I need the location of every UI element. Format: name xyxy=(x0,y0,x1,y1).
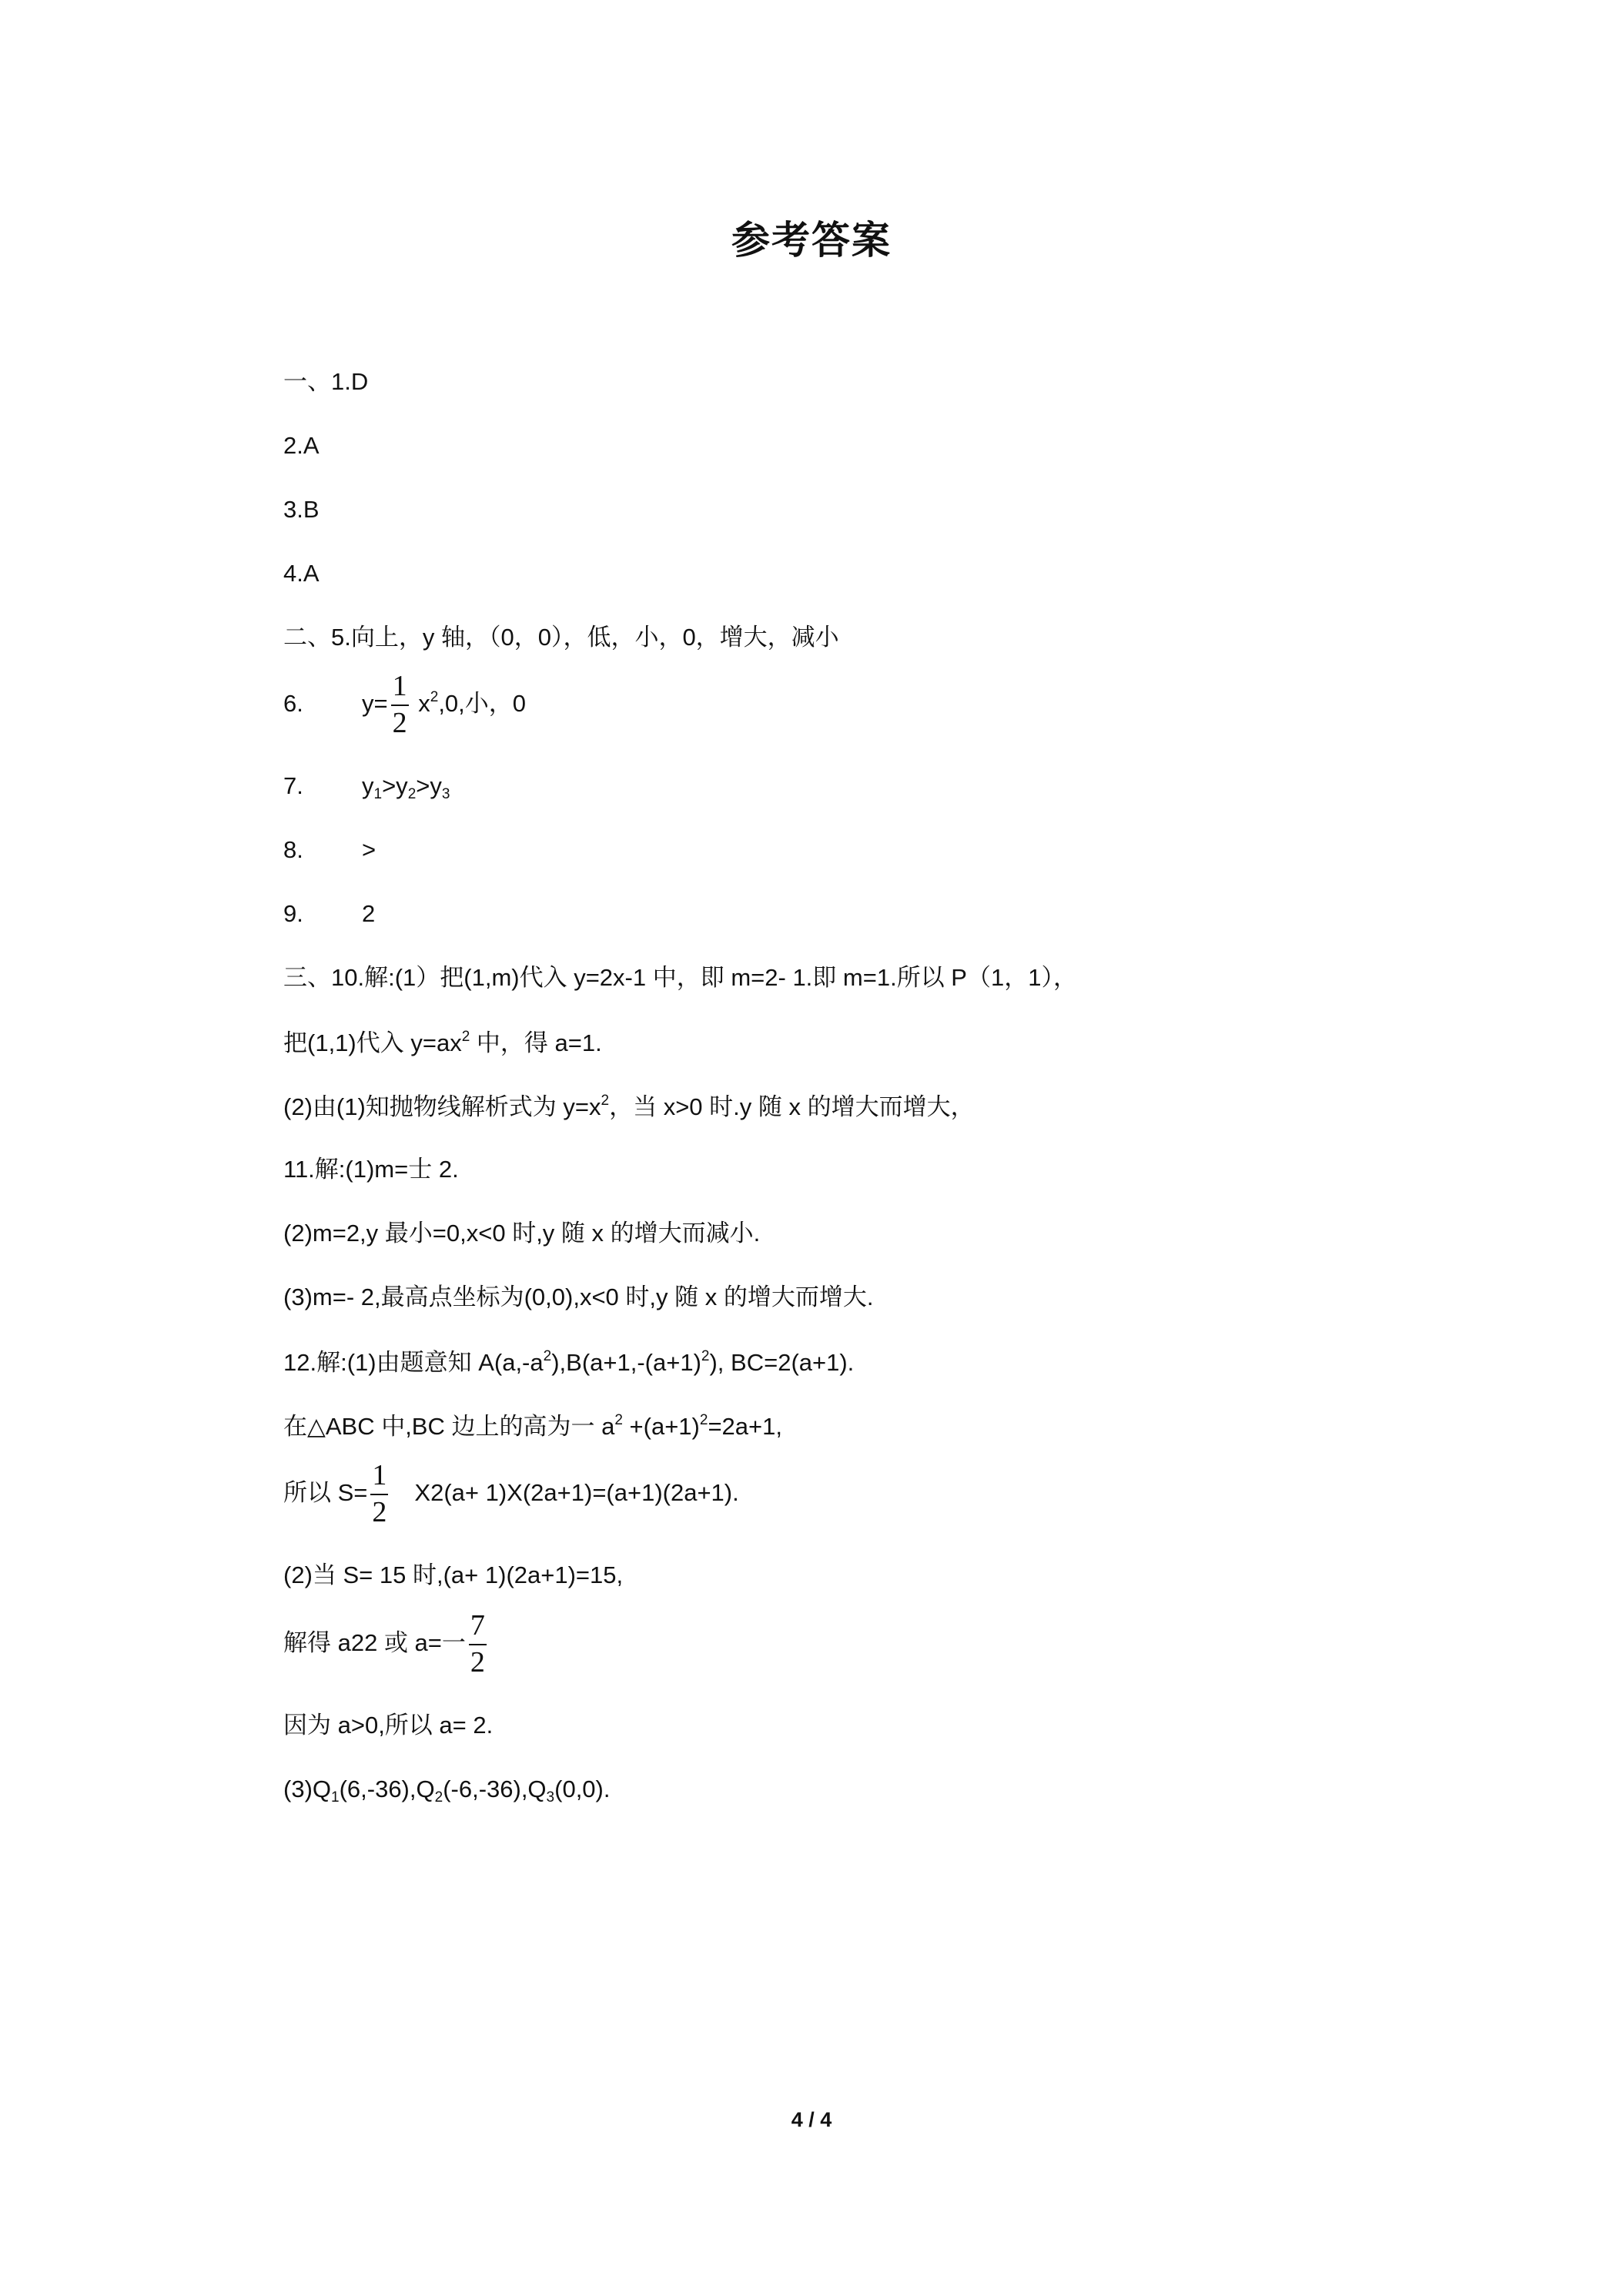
page-number: 4 / 4 xyxy=(791,2108,832,2131)
text-segment: 12.解:(1)由题意知 A(a,-a xyxy=(283,1349,544,1376)
answer-line-11b: (2)m=2,y 最小=0,x<0 时,y 随 x 的增大而减小. xyxy=(283,1220,761,1247)
exponent: 2 xyxy=(461,1029,470,1045)
answer-line-12b xyxy=(283,1413,782,1438)
text-segment: 解得 a22 或 a=一 xyxy=(283,1629,466,1657)
answer-line-12d: (2)当 S= 15 时,(a+ 1)(2a+1)=15, xyxy=(283,1561,624,1588)
text-segment: 把(1,1)代入 y=ax xyxy=(283,1029,462,1056)
text-segment: >y xyxy=(382,772,408,799)
fraction xyxy=(370,1461,388,1528)
text-segment: (3)Q xyxy=(283,1776,331,1802)
subscript: 1 xyxy=(331,1789,340,1806)
subscript: 3 xyxy=(441,786,450,802)
question-number: 7. xyxy=(283,772,303,799)
fraction-bar xyxy=(469,1644,487,1645)
text-segment: ), BC=2(a+1). xyxy=(709,1349,855,1376)
subscript: 2 xyxy=(407,786,417,802)
fraction xyxy=(391,671,409,739)
text-segment: =2a+1, xyxy=(708,1413,782,1440)
fraction-bar xyxy=(370,1494,388,1495)
answer-line-12g xyxy=(283,1777,610,1805)
answer-text: 2 xyxy=(362,900,376,927)
answer-line-11a: 11.解:(1)m=士 2. xyxy=(283,1156,459,1183)
answer-suffix: ,0,小，0 xyxy=(438,690,527,718)
text-segment: (2)由(1)知抛物线解析式为 y=x xyxy=(283,1093,601,1120)
text-segment: y xyxy=(362,772,374,799)
answer-line-12a xyxy=(283,1349,854,1374)
text-segment: (0,0). xyxy=(554,1776,611,1802)
fraction-numerator: 1 xyxy=(372,1459,387,1491)
answer-text: > xyxy=(362,836,376,863)
text-segment: (6,-36),Q xyxy=(339,1776,435,1802)
text-segment: 中，得 a=1. xyxy=(470,1029,602,1056)
question-number: 9. xyxy=(283,900,303,927)
fraction-bar xyxy=(391,705,409,706)
fraction-numerator: 1 xyxy=(392,670,407,702)
equation-prefix: y= xyxy=(362,690,388,718)
answer-line-10a: 三、10.解:(1）把(1,m)代入 y=2x-1 中，即 m=2- 1.即 m=1.所以 P（1，1）， xyxy=(283,964,1077,991)
exponent: 2 xyxy=(614,1412,623,1428)
text-segment: >y xyxy=(416,772,442,799)
answer-line-4: 4.A xyxy=(283,560,320,587)
text-segment: X2(a+ 1)X(2a+1)=(a+1)(2a+1). xyxy=(414,1479,739,1507)
text-segment: 在△ABC 中,BC 边上的高为一 a xyxy=(283,1413,615,1440)
text-segment: ，当 x>0 时.y 随 x 的增大而增大， xyxy=(609,1093,975,1120)
fraction-denominator: 2 xyxy=(470,1645,485,1678)
answer-line-12e xyxy=(283,1611,490,1678)
answer-line-7 xyxy=(283,774,450,802)
exponent: 2 xyxy=(601,1093,610,1109)
subscript: 3 xyxy=(546,1789,555,1806)
text-segment: 所以 S= xyxy=(283,1479,368,1507)
answer-line-12c xyxy=(283,1461,739,1528)
answer-line-10b xyxy=(283,1029,602,1055)
question-number: 6. xyxy=(283,690,303,718)
answer-line-2: 2.A xyxy=(283,432,320,459)
answer-line-10c xyxy=(283,1093,975,1119)
answer-line-8 xyxy=(283,838,376,862)
text-segment: ),B(a+1,-(a+1) xyxy=(551,1349,701,1376)
question-number: 8. xyxy=(283,836,303,863)
exponent: 2 xyxy=(430,689,439,706)
answer-line-5: 二、5.向上，y 轴，（0，0），低，小，0，增大，减小 xyxy=(283,624,839,651)
exponent: 2 xyxy=(543,1348,552,1364)
answer-line-1: 一、1.D xyxy=(283,368,369,395)
answer-line-11c: (3)m=- 2,最高点坐标为(0,0),x<0 时,y 随 x 的增大而增大. xyxy=(283,1284,874,1310)
answer-line-6 xyxy=(283,671,526,739)
subscript: 2 xyxy=(434,1789,443,1806)
fraction xyxy=(469,1611,487,1678)
fraction-numerator: 7 xyxy=(470,1609,485,1642)
fraction-denominator: 2 xyxy=(372,1495,387,1528)
page-title: 参考答案 xyxy=(731,219,892,262)
exponent: 2 xyxy=(699,1412,708,1428)
text-segment: +(a+1) xyxy=(622,1413,700,1440)
answer-line-3: 3.B xyxy=(283,496,320,523)
answer-line-12f: 因为 a>0,所以 a= 2. xyxy=(283,1712,494,1739)
fraction-denominator: 2 xyxy=(392,706,407,739)
answer-line-9 xyxy=(283,902,375,925)
text-segment: (-6,-36),Q xyxy=(443,1776,547,1802)
exponent: 2 xyxy=(701,1348,710,1364)
variable: x xyxy=(411,690,430,718)
subscript: 1 xyxy=(373,786,383,802)
